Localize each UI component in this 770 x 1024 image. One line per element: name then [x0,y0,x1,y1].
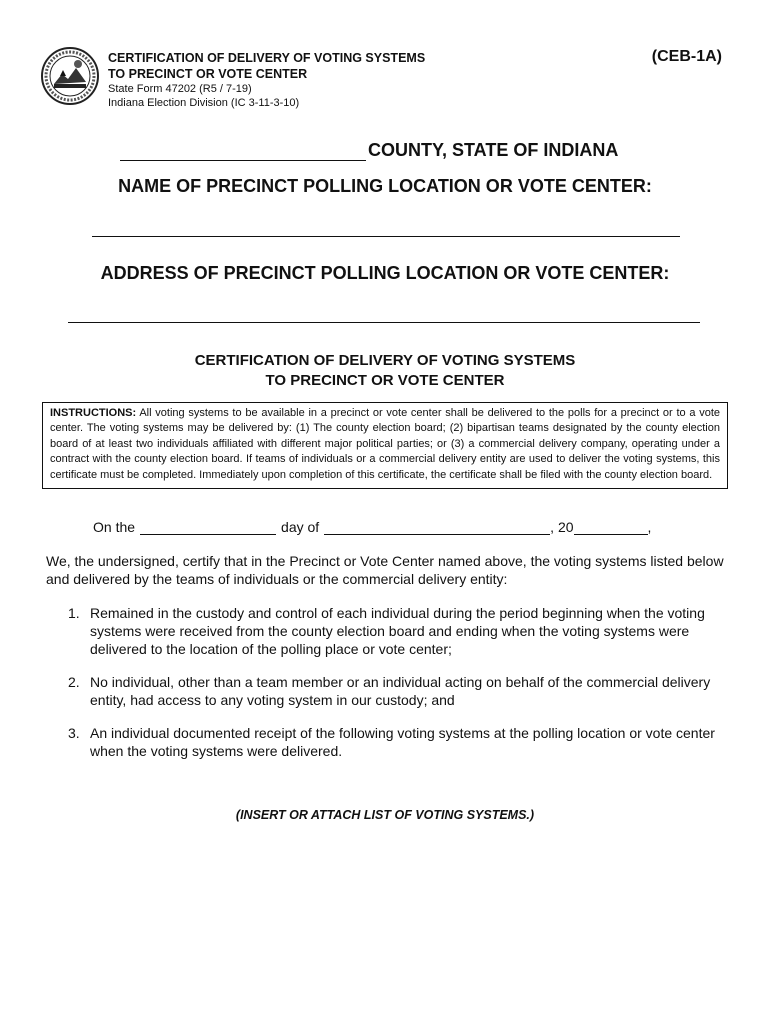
date-line [93,519,651,535]
precinct-name-field[interactable] [92,236,680,237]
county-field[interactable] [120,143,366,161]
list-item-text: An individual documented receipt of the following voting systems at the polling location or vote center when the voting systems were delivered. [90,725,715,759]
list-item [68,724,730,760]
list-item-text: Remained in the custody and control of each individual during the period beginning when the voting systems were received from the county election board and ending when the voting systems were delivered to the location of the polling place or vote center; [90,605,705,657]
year-field[interactable] [574,520,648,535]
form-title-line2: TO PRECINCT OR VOTE CENTER [108,67,308,81]
month-field[interactable] [324,520,550,535]
section-title-line2: TO PRECINCT OR VOTE CENTER [265,372,505,389]
list-item [68,604,730,658]
form-title-line1: CERTIFICATION OF DELIVERY OF VOTING SYSTEMS [108,51,426,65]
precinct-address-field[interactable] [68,322,700,323]
list-item-number: 1. [68,605,80,621]
date-end-comma: , [647,519,652,535]
list-item-number: 3. [68,725,80,741]
certification-intro: We, the undersigned, certify that in the Precinct or Vote Center named above, the voting systems listed below and delivered by the teams of individuals or the commercial delivery entity: [46,553,724,587]
section-title-line1: CERTIFICATION OF DELIVERY OF VOTING SYSTEMS [194,352,576,369]
day-field[interactable] [140,520,276,535]
on-the-label: On the [93,519,136,535]
instructions-box [42,402,728,489]
list-item [68,673,730,709]
precinct-address-heading: ADDRESS OF PRECINCT POLLING LOCATION OR VOTE CENTER: [100,263,670,283]
precinct-name-heading: NAME OF PRECINCT POLLING LOCATION OR VOTE CENTER: [118,176,652,196]
section-title [0,351,770,391]
election-division: Indiana Election Division (IC 3-11-3-10) [108,97,300,109]
state-seal-icon [40,46,100,106]
day-of-label: day of [281,519,320,535]
year-prefix-label: , 20 [550,519,574,535]
form-header [108,50,425,110]
form-code: (CEB-1A) [651,48,722,65]
county-row [120,140,618,161]
attach-list-note: (INSERT OR ATTACH LIST OF VOTING SYSTEMS.) [235,808,535,822]
state-form-number: State Form 47202 (R5 / 7-19) [108,83,252,95]
county-label: COUNTY, STATE OF INDIANA [368,140,619,160]
instructions-label: INSTRUCTIONS: [50,407,137,419]
instructions-text: All voting systems to be available in a precinct or vote center shall be delivered to the polls for a precinct or to a vote center. The voting systems may be delivered by: (1) The county election board; (2) bipartisan teams designated by the county election board of at least two individuals affiliated with different major political parties; or (3) a commercial delivery company, operating under a contract with the county election board. If teams of individuals or a commercial delivery entity are used to deliver the voting systems, this certificate must be completed. Immediately upon completion of this certificate, the certificate shall be filed with the county election board. [50,407,720,481]
list-item-number: 2. [68,674,80,690]
list-item-text: No individual, other than a team member or an individual acting on behalf of the commercial delivery entity, had access to any voting system in our custody; and [90,674,711,708]
